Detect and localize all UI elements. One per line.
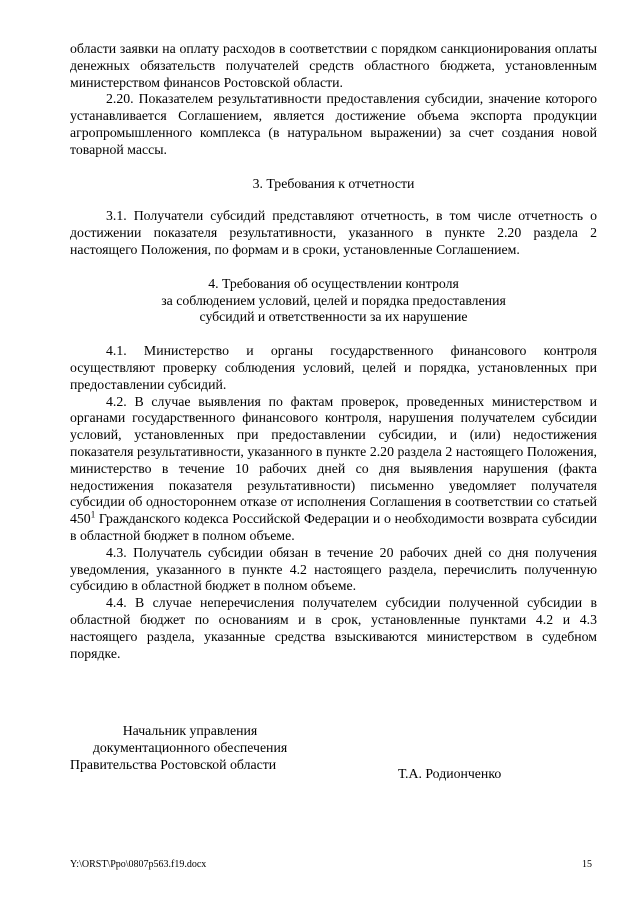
paragraph-2-20: 2.20. Показателем результативности предоставления субсидии, значение которого устанавливается Соглашением, является достижение объема экспорта продукции агропромышленного комплекса (в натуральном выражении) за счет создания новой товарной массы. [70,91,597,157]
paragraph-4-2-text-start: 4.2. В случае выявления по фактам проверок, проведенных министерством и органами государственного финансового контроля, нарушения получателем субсидии условий, установленных при предоставлении субсидии, и (или) недостижения показателя результативности, указанного в пункте 2.20 раздела 2 настоящего Положения, министерство в течение 10 рабочих дней со дня выявления нарушения (факта недостижения показателя результативности) письменно уведомляет получателя субсидии об одностороннем отказе от исполнения Соглашения в соответствии со статьей 450 [70,393,597,527]
document-body [70,41,597,662]
paragraph-4-4: 4.4. В случае неперечисления получателем субсидии полученной субсидии в областной бюджет по основаниям и в срок, установленные пунктами 4.2 и 4.3 настоящего раздела, указанные средства взыскиваются министерством в судебном порядке. [70,595,597,661]
paragraph-3-1: 3.1. Получатели субсидий представляют отчетность, в том числе отчетность о достижении показателя результативности, указанного в пункте 2.20 раздела 2 настоящего Положения, по формам и в сроки, установленные Соглашением. [70,208,597,257]
article-superscript: 1 [90,509,96,520]
section-4-heading-line2: за соблюдением условий, целей и порядка предоставления [161,292,506,308]
signatory-name: Т.А. Родионченко [398,766,502,781]
section-4-heading-line3: субсидий и ответственности за их нарушение [199,309,468,325]
signatory-position-line3: Правительства Ростовской области [70,757,277,772]
section-4-heading-line1: 4. Требования об осуществлении контроля [208,275,459,291]
section-4-heading [70,276,597,326]
paragraph-4-1: 4.1. Министерство и органы государственного финансового контроля осуществляют проверку соблюдения условий, целей и порядка, установленных при предоставлении субсидий. [70,343,597,392]
signatory-position-line2: документационного обеспечения [92,740,288,755]
paragraph-4-3: 4.3. Получатель субсидии обязан в течение 20 рабочих дней со дня получения уведомления, указанного в пункте 4.2 настоящего раздела, перечислить полученную субсидию в областной бюджет в полном объеме. [70,544,597,594]
signatory-position-line1: Начальник управления [122,723,258,738]
paragraph-4-2-text-end: Гражданского кодекса Российской Федерации и о необходимости возврата субсидии в областной бюджет в полном объеме. [70,511,597,543]
paragraph-4-2 [70,394,597,545]
signatory-position [70,722,310,773]
footer-file-path: Y:\ORST\Ppo\0807p563.f19.docx [70,859,207,870]
section-3-heading: 3. Требования к отчетности [252,175,415,191]
intro-paragraph: области заявки на оплату расходов в соответствии с порядком санкционирования оплаты денежных обязательств получателей средств областного бюджета, установленным министерством финансов Ростовской области. [70,41,597,90]
page-number: 15 [582,859,592,870]
